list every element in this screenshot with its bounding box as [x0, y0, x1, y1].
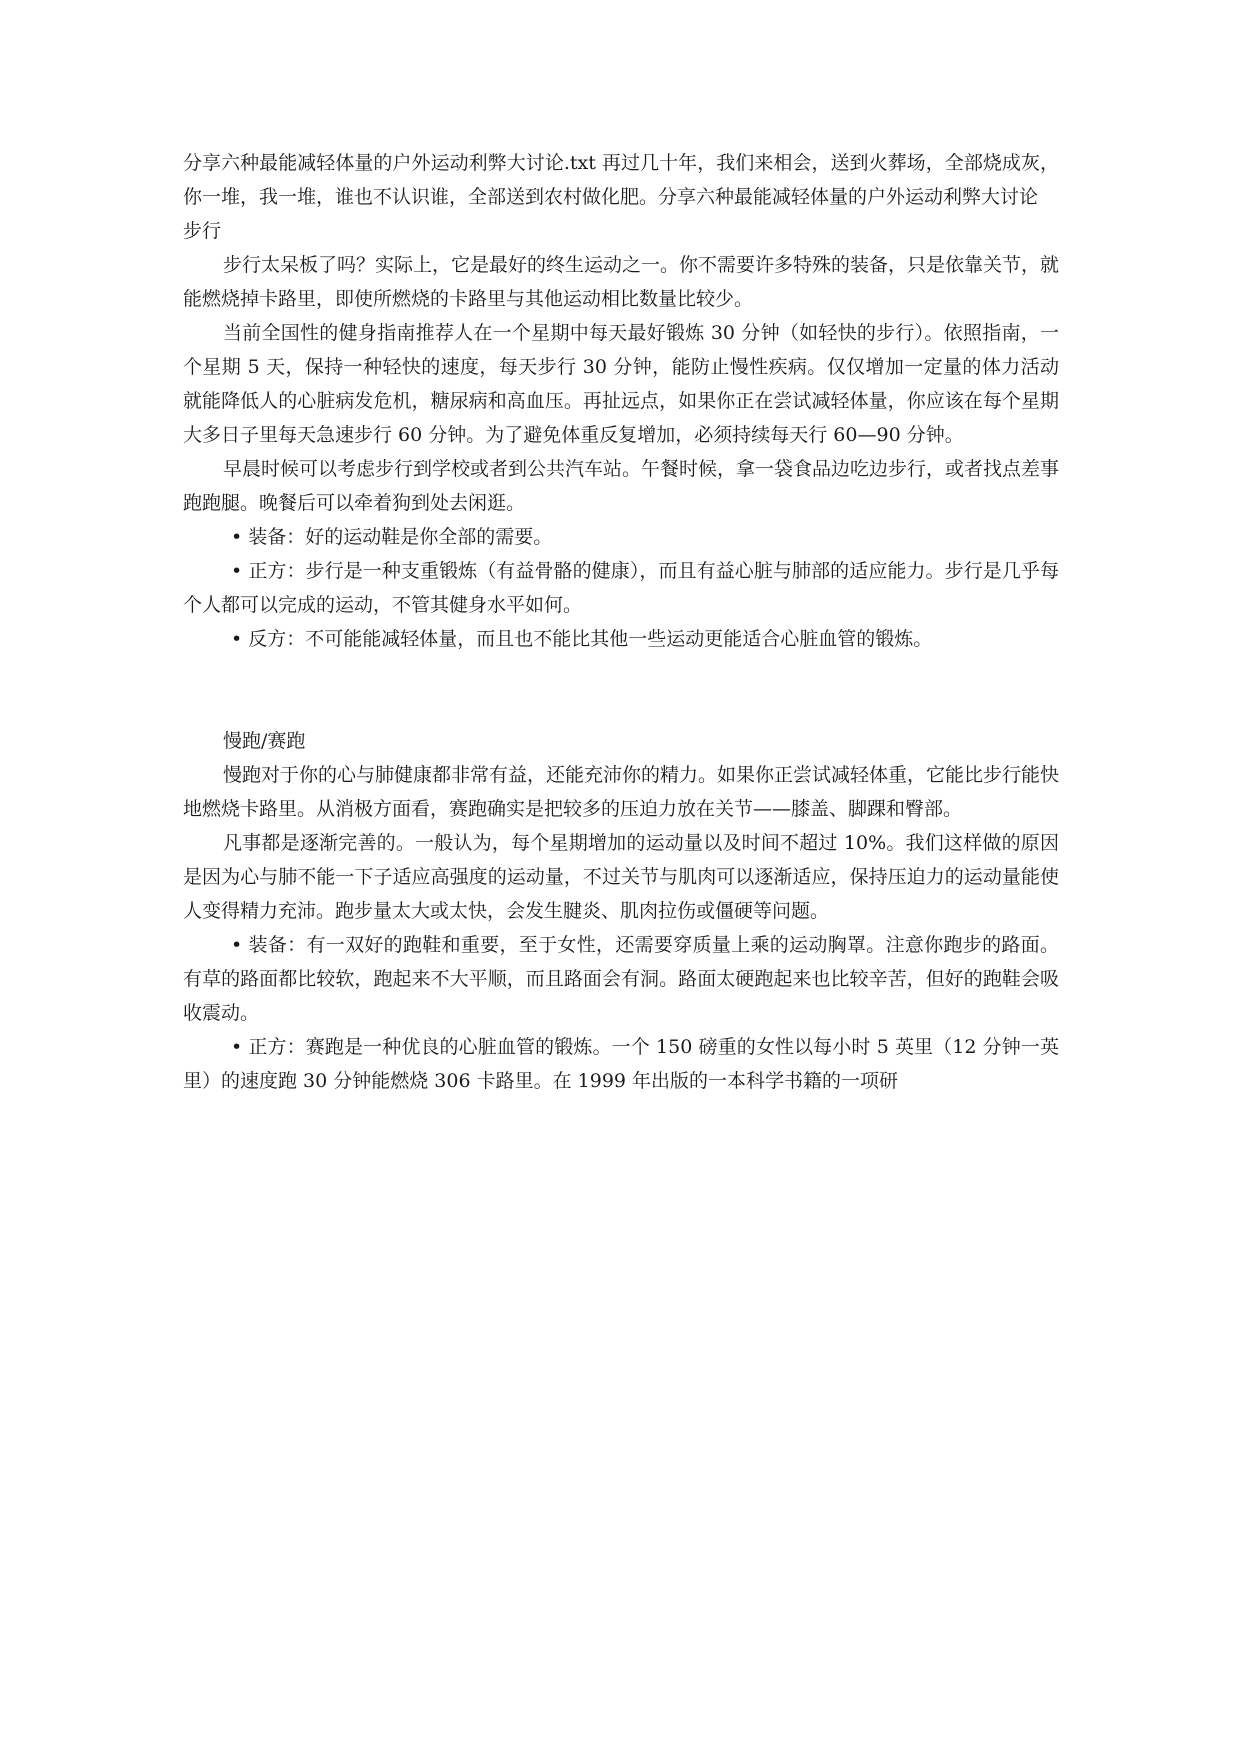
- bullet-cons: • 反方：不可能能减轻体量，而且也不能比其他一些运动更能适合心脏血管的锻炼。: [231, 628, 933, 650]
- paragraph: 步行太呆板了吗？实际上，它是最好的终生运动之一。你不需要许多特殊的装备，只是依靠关节，就能燃烧掉卡路里，即使所燃烧的卡路里与其他运动相比数量比较少。: [183, 254, 1060, 310]
- paragraph: 慢跑对于你的心与肺健康都非常有益，还能充沛你的精力。如果你正尝试减轻体重，它能比步行能快地燃烧卡路里。从消极方面看，赛跑确实是把较多的压迫力放在关节——膝盖、脚踝和臀部。: [183, 764, 1060, 820]
- intro-paragraph: 分享六种最能减轻体量的户外运动利弊大讨论.txt 再过几十年，我们来相会，送到火葬场，全部烧成灰，你一堆，我一堆，谁也不认识谁，全部送到农村做化肥。分享六种最能减轻体量的户外运动利弊大讨论: [183, 152, 1059, 208]
- section-title-running: 慢跑/赛跑: [223, 730, 306, 752]
- bullet-pros: • 正方：步行是一种支重锻炼（有益骨骼的健康），而且有益心脏与肺部的适应能力。步行是几乎每个人都可以完成的运动，不管其健身水平如何。: [183, 560, 1059, 616]
- document-body: [183, 146, 1059, 1098]
- paragraph: 凡事都是逐渐完善的。一般认为，每个星期增加的运动量以及时间不超过 10%。我们这样做的原因是因为心与肺不能一下子适应高强度的运动量，不过关节与肌肉可以逐渐适应，保持压迫力的运动量能使人变得精力充沛。跑步量太大或太快，会发生腱炎、肌肉拉伤或僵硬等问题。: [183, 832, 1059, 922]
- bullet-equipment: • 装备：好的运动鞋是你全部的需要。: [231, 526, 553, 548]
- bullet-equipment: • 装备：有一双好的跑鞋和重要，至于女性，还需要穿质量上乘的运动胸罩。注意你跑步的路面。有草的路面都比较软，跑起来不大平顺，而且路面会有洞。路面太硬跑起来也比较辛苦，但好的跑鞋会吸收震动。: [183, 934, 1059, 1024]
- bullet-pros: • 正方：赛跑是一种优良的心脏血管的锻炼。一个 150 磅重的女性以每小时 5 英里（12 分钟一英里）的速度跑 30 分钟能燃烧 306 卡路里。在 1999 年出版的一本科学书籍的一项研: [183, 1036, 1059, 1092]
- paragraph: 早晨时候可以考虑步行到学校或者到公共汽车站。午餐时候，拿一袋食品边吃边步行，或者找点差事跑跑腿。晚餐后可以牵着狗到处去闲逛。: [183, 458, 1060, 514]
- section-spacer: [183, 656, 1059, 724]
- section-title-walking: 步行: [183, 220, 222, 242]
- paragraph: 当前全国性的健身指南推荐人在一个星期中每天最好锻炼 30 分钟（如轻快的步行）。依照指南，一个星期 5 天，保持一种轻快的速度，每天步行 30 分钟，能防止慢性疾病。仅仅增加一定量的体力活动就能降低人的心脏病发危机，糖尿病和高血压。再扯远点，如果你正在尝试减轻体量，你应该在每个星期大多日子里每天急速步行 60 分钟。为了避免体重反复增加，必须持续每天行 60—90 分钟。: [183, 322, 1059, 446]
